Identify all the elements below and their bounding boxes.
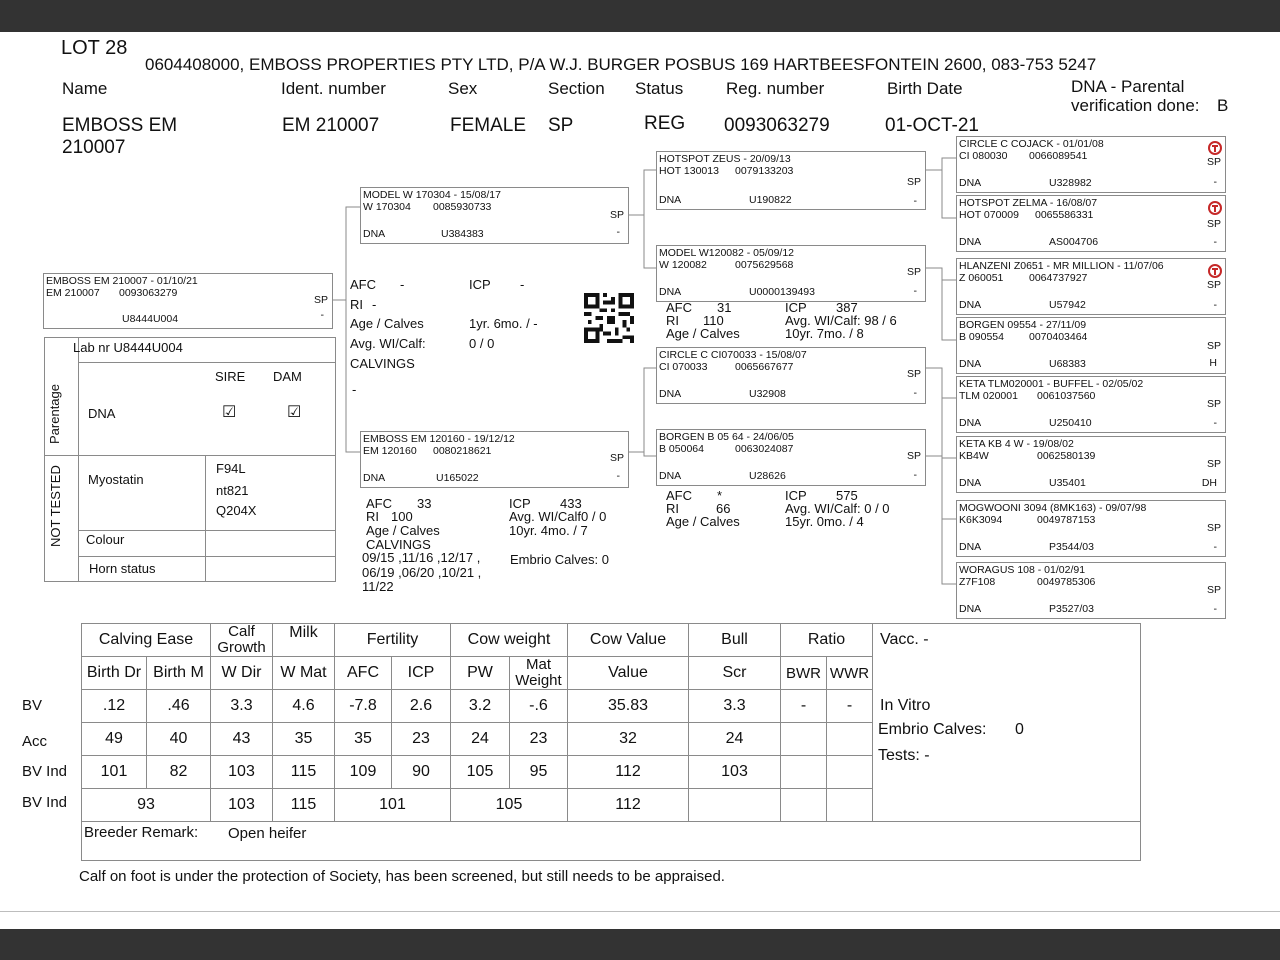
sub-header: W Mat	[273, 657, 335, 690]
ggp-reg: 0065586331	[1035, 209, 1094, 221]
lab-divider	[78, 337, 79, 582]
ggp-dna-id: U57942	[1049, 299, 1086, 311]
header-birth: Birth Date	[887, 79, 963, 98]
sub-header: Value	[568, 657, 689, 690]
animal-pedigree-box	[43, 273, 333, 329]
self-age-label: Age / Calves	[350, 316, 424, 331]
ind2-cell	[827, 789, 873, 822]
great-grandparent-box	[956, 562, 1226, 619]
sire-title: MODEL W 170304 - 15/08/17	[363, 189, 501, 201]
certification-icon	[1207, 200, 1223, 216]
self-ri: -	[372, 297, 377, 312]
myostatin-q204x: Q204X	[216, 503, 257, 518]
certification-icon	[1207, 140, 1223, 156]
ggp-reg: 0066089541	[1029, 150, 1088, 162]
gp-dash: -	[913, 469, 917, 481]
ggp-reg: 0061037560	[1037, 390, 1096, 402]
group-header-row	[82, 624, 1141, 657]
header-status: Status	[635, 79, 684, 98]
sub-header: W Dir	[211, 657, 273, 690]
ggp-dash: -	[1213, 176, 1217, 188]
sub-header: BWR	[781, 657, 827, 690]
header-name: Name	[62, 79, 108, 98]
gp-ident: HOT 130013	[659, 165, 719, 177]
gp2-afc-label: AFC	[666, 300, 692, 315]
lab-divider	[78, 556, 336, 557]
header-ident: Ident. number	[281, 79, 386, 98]
group-cow-weight: Cow weight	[451, 624, 568, 657]
dam-reg: 0080218621	[433, 445, 492, 457]
ggp-ident: KB4W	[959, 450, 989, 462]
ggp-dash: DH	[1201, 477, 1217, 489]
bv-cell: 4.6	[273, 690, 335, 723]
ggp-dash: -	[1213, 603, 1217, 615]
great-grandparent-box	[956, 258, 1226, 315]
ind-cell: 101	[82, 756, 147, 789]
bv-cell: 3.3	[211, 690, 273, 723]
myostatin-f94l: F94L	[216, 461, 246, 476]
ggp-dna-id: P3544/03	[1049, 541, 1094, 553]
gp-dna-id: U28626	[749, 470, 786, 482]
bv-cell: -	[827, 690, 873, 723]
sub-header: WWR	[827, 657, 873, 690]
self-icp-label: ICP	[469, 277, 491, 292]
ggp-reg: 0049785306	[1037, 576, 1096, 588]
gp-ident: B 050064	[659, 443, 704, 455]
sub-header: Mat Weight	[515, 656, 562, 689]
animal-sex: FEMALE	[450, 115, 527, 136]
header-section: Section	[548, 79, 605, 98]
breeder-remark: Open heifer	[228, 825, 307, 842]
ind-cell: 82	[147, 756, 211, 789]
ggp-dna-label: DNA	[959, 603, 982, 615]
dam-dna-checkbox: ☑	[287, 404, 302, 421]
row-label-bv-ind-2: BV Ind	[22, 794, 68, 811]
gp-dna-label: DNA	[659, 470, 682, 482]
gp-dna-id: U190822	[749, 194, 792, 206]
ggp-title: MOGWOONI 3094 (8MK163) - 09/07/98	[959, 502, 1147, 514]
ind2-cell: 105	[451, 789, 568, 822]
group-fertility: Fertility	[335, 624, 451, 657]
footer-note: Calf on foot is under the protection of Society, has been screened, but still needs to be appraised.	[79, 868, 725, 885]
dam-ident: EM 120160	[363, 445, 417, 457]
row-label-bv: BV	[22, 697, 43, 714]
animal-name: EMBOSS EM	[62, 115, 178, 136]
ggp-title: CIRCLE C COJACK - 01/01/08	[959, 138, 1104, 150]
ind2-cell	[781, 789, 827, 822]
lab-divider	[205, 455, 206, 582]
ggp-ident: Z7F108	[959, 576, 996, 588]
bv-cell: .46	[147, 690, 211, 723]
colour-label: Colour	[86, 532, 125, 547]
vacc-label: Vacc. -	[880, 631, 929, 648]
gp4-afc: *	[717, 488, 723, 503]
sire-dna-checkbox: ☑	[222, 404, 237, 421]
gp2-afc: 31	[717, 300, 732, 315]
group-calf-growth-label: Calf Growth	[217, 623, 266, 656]
acc-cell: 24	[689, 723, 781, 756]
ggp-reg: 0070403464	[1029, 331, 1088, 343]
ggp-dna-id: AS004706	[1049, 236, 1099, 248]
acc-cell	[781, 723, 827, 756]
great-grandparent-box	[956, 136, 1226, 193]
gp4-icp: 575	[836, 488, 858, 503]
ggp-dna-label: DNA	[959, 299, 982, 311]
ggp-ident: CI 080030	[959, 150, 1008, 162]
acc-cell: 32	[568, 723, 689, 756]
gp-dash: -	[913, 195, 917, 207]
dam-age: 10yr. 4mo. / 7	[509, 523, 588, 538]
certification-icon	[1207, 263, 1223, 279]
sire-section: SP	[609, 209, 624, 221]
great-grandparent-box	[956, 376, 1226, 433]
parentage-label: Parentage	[47, 384, 62, 444]
gp4-ri: 66	[716, 501, 731, 516]
self-avg: 0 / 0	[469, 336, 495, 351]
self-ri-label: RI	[350, 297, 363, 312]
myostatin-nt821: nt821	[216, 483, 249, 498]
ggp-ident: B 090554	[959, 331, 1004, 343]
horn-label: Horn status	[89, 561, 156, 576]
group-calving-ease: Calving Ease	[82, 624, 211, 657]
ggp-title: BORGEN 09554 - 27/11/09	[959, 319, 1087, 331]
sub-header: Birth M	[147, 657, 211, 690]
ggp-section: SP	[1206, 279, 1221, 291]
bv-cell: -	[781, 690, 827, 723]
ind2-cell: 101	[335, 789, 451, 822]
self-section: SP	[313, 294, 328, 306]
self-afc-label: AFC	[350, 277, 376, 292]
gp-title: CIRCLE C CI070033 - 15/08/07	[659, 349, 807, 361]
ggp-title: HLANZENI Z0651 - MR MILLION - 11/07/06	[959, 260, 1164, 272]
ggp-dna-id: U250410	[1049, 417, 1092, 429]
ind2-cell: 112	[568, 789, 689, 822]
gp-title: HOTSPOT ZEUS - 20/09/13	[659, 153, 791, 165]
ggp-dna-label: DNA	[959, 541, 982, 553]
ind2-cell: 103	[211, 789, 273, 822]
acc-cell: 35	[335, 723, 392, 756]
dam-section: SP	[609, 452, 624, 464]
ind-cell: 105	[451, 756, 510, 789]
gp4-icp-label: ICP	[785, 488, 807, 503]
dna-verification-value: B	[1217, 96, 1229, 115]
gp2-age-label: Age / Calves	[666, 326, 740, 341]
acc-cell: 23	[510, 723, 568, 756]
dam-ri: 100	[391, 509, 413, 524]
grandparent-box	[656, 347, 926, 404]
ind-cell: 103	[211, 756, 273, 789]
ggp-section: SP	[1206, 156, 1221, 168]
ind-cell: 109	[335, 756, 392, 789]
gp-dna-id: U32908	[749, 388, 786, 400]
ggp-section: SP	[1206, 584, 1221, 596]
ggp-dna-label: DNA	[959, 417, 982, 429]
breeding-values-table	[81, 623, 1141, 861]
gp-reg: 0065667677	[735, 361, 794, 373]
dam-ri-label: RI	[366, 509, 379, 524]
self-avg-label: Avg. WI/Calf:	[350, 336, 426, 351]
not-tested-label: NOT TESTED	[48, 465, 63, 547]
ggp-dna-label: DNA	[959, 236, 982, 248]
sire-reg: 0085930733	[433, 201, 492, 213]
dam-embrio: Embrio Calves: 0	[510, 552, 609, 567]
gp-title: MODEL W120082 - 05/09/12	[659, 247, 795, 259]
group-ratio: Ratio	[781, 624, 873, 657]
dam-title: EMBOSS EM 120160 - 19/12/12	[363, 433, 515, 445]
dam-box	[360, 431, 629, 488]
lab-number: Lab nr U8444U004	[73, 340, 183, 355]
ggp-dna-id: U328982	[1049, 177, 1092, 189]
acc-cell: 43	[211, 723, 273, 756]
gp4-age: 15yr. 0mo. / 4	[785, 514, 864, 529]
ggp-dna-label: DNA	[959, 177, 982, 189]
bv-cell: -7.8	[335, 690, 392, 723]
header-dna-verification: verification done:	[1071, 96, 1200, 115]
ggp-section: SP	[1206, 340, 1221, 352]
gp4-afc-label: AFC	[666, 488, 692, 503]
animal-name-2: 210007	[62, 137, 126, 158]
ggp-ident: HOT 070009	[959, 209, 1019, 221]
great-grandparent-box	[956, 500, 1226, 557]
sub-header: Scr	[689, 657, 781, 690]
ggp-reg: 0049787153	[1037, 514, 1096, 526]
dam-calvings-3: 11/22	[362, 579, 394, 594]
sire-ident: W 170304	[363, 201, 411, 213]
gp-section: SP	[906, 368, 921, 380]
embrio-calves-value: 0	[1015, 721, 1024, 738]
sire-dash: -	[616, 226, 620, 238]
dam-dash: -	[616, 470, 620, 482]
self-reg: 0093063279	[119, 287, 178, 299]
self-age: 1yr. 6mo. / -	[469, 316, 538, 331]
bv-cell: .12	[82, 690, 147, 723]
gp-title: BORGEN B 05 64 - 24/06/05	[659, 431, 794, 443]
gp4-age-label: Age / Calves	[666, 514, 740, 529]
animal-section: SP	[548, 115, 574, 136]
great-grandparent-box	[956, 195, 1226, 252]
header-dna: DNA - Parental	[1071, 77, 1185, 96]
great-grandparent-box	[956, 317, 1226, 374]
breeder-remark-label: Breeder Remark:	[84, 824, 199, 841]
group-milk: Milk	[273, 624, 335, 657]
embrio-calves-label: Embrio Calves:	[878, 721, 987, 738]
sire-label: SIRE	[215, 369, 246, 384]
ggp-section: SP	[1206, 522, 1221, 534]
dam-calvings-2: 06/19 ,06/20 ,10/21 ,	[362, 565, 482, 580]
dna-label: DNA	[88, 406, 116, 421]
ggp-dna-id: P3527/03	[1049, 603, 1094, 615]
ggp-dna-label: DNA	[959, 477, 982, 489]
self-calvings-label: CALVINGS	[350, 356, 415, 371]
sub-header-mat-weight	[510, 657, 568, 690]
bv-cell: 2.6	[392, 690, 451, 723]
row-label-bv-ind: BV Ind	[22, 763, 68, 780]
tests-label: Tests: -	[878, 747, 930, 764]
ggp-dna-id: U68383	[1049, 358, 1086, 370]
ggp-dash: -	[1213, 417, 1217, 429]
ggp-title: WORAGUS 108 - 01/02/91	[959, 564, 1086, 576]
dam-age-label: Age / Calves	[366, 523, 440, 538]
gp-ident: W 120082	[659, 259, 707, 271]
gp2-ri: 110	[703, 313, 724, 328]
dam-calvings-1: 09/15 ,11/16 ,12/17 ,	[362, 550, 481, 565]
sire-box	[360, 187, 629, 244]
sire-dna-id: U384383	[441, 228, 484, 240]
gp4-ri-label: RI	[666, 501, 679, 516]
sire-dna-label: DNA	[363, 228, 386, 240]
gp-dash: -	[913, 387, 917, 399]
group-bull: Bull	[689, 624, 781, 657]
bv-cell: 35.83	[568, 690, 689, 723]
gp4-avg: Avg. WI/Calf: 0 / 0	[785, 501, 890, 516]
acc-cell: 49	[82, 723, 147, 756]
remarks-cell	[873, 624, 1141, 822]
ggp-title: KETA KB 4 W - 19/08/02	[959, 438, 1074, 450]
gp-ident: CI 070033	[659, 361, 708, 373]
grandparent-box	[656, 151, 926, 210]
acc-cell: 35	[273, 723, 335, 756]
breeder-row	[82, 822, 1141, 861]
gp2-icp: 387	[836, 300, 858, 315]
gp-reg: 0075629568	[735, 259, 794, 271]
ind2-cell: 115	[273, 789, 335, 822]
gp-section: SP	[906, 266, 921, 278]
self-dna-id: U8444U004	[122, 313, 179, 325]
acc-cell: 40	[147, 723, 211, 756]
great-grandparent-box	[956, 436, 1226, 493]
ggp-section: SP	[1206, 458, 1221, 470]
ggp-dash: H	[1209, 357, 1217, 369]
ggp-dash: -	[1213, 236, 1217, 248]
ind-cell: 103	[689, 756, 781, 789]
dam-dna-id: U165022	[436, 472, 479, 484]
sub-header: AFC	[335, 657, 392, 690]
qr-code	[583, 293, 635, 343]
lab-divider	[78, 530, 336, 531]
gp-reg: 0079133203	[735, 165, 794, 177]
ggp-dash: -	[1213, 541, 1217, 553]
ggp-dash: -	[1213, 299, 1217, 311]
gp2-ri-label: RI	[666, 313, 679, 328]
ggp-dna-label: DNA	[959, 358, 982, 370]
gp-dna-label: DNA	[659, 388, 682, 400]
breeder-remark-cell	[82, 822, 1141, 861]
gp-dna-id: U0000139493	[749, 286, 815, 298]
grandparent-box	[656, 245, 926, 302]
acc-cell	[827, 723, 873, 756]
animal-birth: 01-OCT-21	[885, 115, 979, 136]
ind-cell	[781, 756, 827, 789]
lot-number: LOT 28	[61, 37, 128, 59]
gp2-age: 10yr. 7mo. / 8	[785, 326, 864, 341]
animal-reg: 0093063279	[724, 115, 830, 136]
dam-calvings-label: CALVINGS	[366, 537, 431, 552]
bv-cell: -.6	[510, 690, 568, 723]
gp-reg: 0063024087	[735, 443, 794, 455]
self-title: EMBOSS EM 210007 - 01/10/21	[46, 275, 198, 287]
gp-section: SP	[906, 450, 921, 462]
self-afc: -	[400, 277, 405, 292]
lab-divider	[78, 362, 336, 363]
bv-cell: 3.2	[451, 690, 510, 723]
lab-divider	[44, 455, 336, 456]
self-ident: EM 210007	[46, 287, 100, 299]
ggp-reg: 0064737927	[1029, 272, 1088, 284]
gp-section: SP	[906, 176, 921, 188]
gp-dash: -	[913, 285, 917, 297]
owner-info: 0604408000, EMBOSS PROPERTIES PTY LTD, P/A W.J. BURGER POSBUS 169 HARTBEESFONTEIN 2600, 083-753 5247	[145, 55, 1097, 74]
ind-cell: 95	[510, 756, 568, 789]
in-vitro-label: In Vitro	[880, 697, 931, 714]
ggp-section: SP	[1206, 398, 1221, 410]
gp2-avg: Avg. WI/Calf: 98 / 6	[785, 313, 897, 328]
ggp-section: SP	[1206, 218, 1221, 230]
dam-afc: 33	[417, 496, 432, 511]
animal-status: REG	[644, 113, 686, 134]
group-calf-growth	[211, 624, 273, 657]
row-label-acc: Acc	[22, 733, 48, 750]
ggp-ident: Z 060051	[959, 272, 1004, 284]
ind2-cell	[689, 789, 781, 822]
ind-cell: 115	[273, 756, 335, 789]
sub-header: PW	[451, 657, 510, 690]
ind-cell	[827, 756, 873, 789]
dam-afc-label: AFC	[366, 496, 392, 511]
ind2-cell: 93	[82, 789, 211, 822]
self-icp: -	[520, 277, 525, 292]
self-calvings: -	[352, 382, 357, 397]
dam-icp-label: ICP	[509, 496, 531, 511]
bv-cell: 3.3	[689, 690, 781, 723]
header-sex: Sex	[448, 79, 478, 98]
gp-dna-label: DNA	[659, 286, 682, 298]
animal-ident: EM 210007	[282, 115, 380, 136]
dam-avg: Avg. WI/Calf0 / 0	[509, 509, 607, 524]
grandparent-box	[656, 429, 926, 486]
dam-icp: 433	[560, 496, 582, 511]
dam-label: DAM	[273, 369, 302, 384]
myostatin-label: Myostatin	[88, 472, 144, 487]
ggp-reg: 0062580139	[1037, 450, 1096, 462]
ggp-title: KETA TLM020001 - BUFFEL - 02/05/02	[959, 378, 1144, 390]
ind-cell: 90	[392, 756, 451, 789]
acc-cell: 24	[451, 723, 510, 756]
sub-header: Birth Dr	[82, 657, 147, 690]
dam-dna-label: DNA	[363, 472, 386, 484]
header-reg: Reg. number	[726, 79, 825, 98]
ggp-dna-id: U35401	[1049, 477, 1086, 489]
sub-header: ICP	[392, 657, 451, 690]
gp-dna-label: DNA	[659, 194, 682, 206]
acc-cell: 23	[392, 723, 451, 756]
ggp-ident: TLM 020001	[959, 390, 1018, 402]
ggp-ident: K6K3094	[959, 514, 1003, 526]
gp2-icp-label: ICP	[785, 300, 807, 315]
ggp-title: HOTSPOT ZELMA - 16/08/07	[959, 197, 1098, 209]
ind-cell: 112	[568, 756, 689, 789]
self-dash: -	[320, 309, 324, 321]
group-cow-value: Cow Value	[568, 624, 689, 657]
